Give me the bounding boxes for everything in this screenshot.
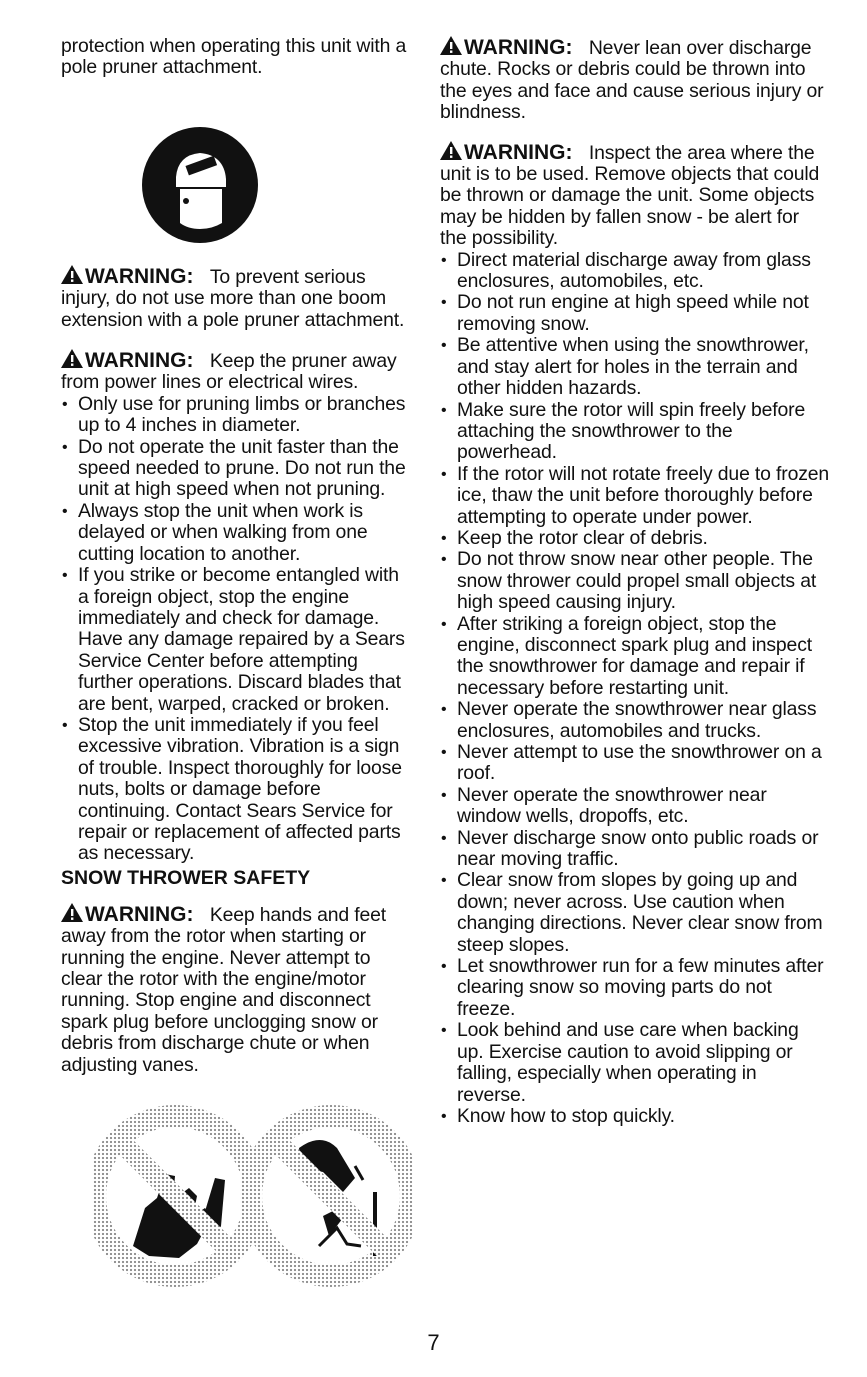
list-item: • Clear snow from slopes by going up and down; never across. Use caution when changing directions. Never clear snow from steep slopes. — [440, 870, 830, 956]
no-hands-feet-in-rotor-icon — [93, 1096, 413, 1296]
list-item: • If the rotor will not rotate freely due to frozen ice, thaw the unit before thoroughly before attempting to operate under power. — [440, 464, 830, 528]
warning-5-text: Inspect the area where the unit is to be used. Remove objects that could be thrown or damage the unit. Some objects may be hidden by fallen snow - be alert for the possibility. — [440, 141, 820, 250]
list-item: • Keep the rotor clear of debris. — [440, 528, 830, 549]
list-item: • If you strike or become entangled with a foreign object, stop the engine immediately and check for damage. Have any damage repaired by a Sears Service Center before attempting further operations. Discard blades that are bent, warped, cracked or broken. — [61, 565, 413, 715]
list-item: • Be attentive when using the snowthrower, and stay alert for holes in the terrain and other hidden hazards. — [440, 335, 830, 399]
warning-3-text: Keep hands and feet away from the rotor when starting or running the engine. Never attempt to clear the rotor with the engine/motor running. Stop engine and disconnect spark plug before unclogging snow or debris from discharge chute or when adjusting vanes. — [61, 903, 386, 1076]
list-item: • Look behind and use care when backing up. Exercise caution to avoid slipping or falling, especially when operating in reverse. — [440, 1020, 830, 1106]
list-item: • After striking a foreign object, stop the engine, disconnect spark plug and inspect the snowthrower for damage and repair if necessary before restarting unit. — [440, 614, 830, 700]
pruner-bullet-list — [61, 394, 413, 865]
warning-4 — [440, 36, 830, 124]
warning-label: WARNING: — [85, 349, 194, 373]
warning-5 — [440, 141, 830, 250]
list-item: • Never operate the snowthrower near window wells, dropoffs, etc. — [440, 785, 830, 828]
list-item: • Do not operate the unit faster than the speed needed to prune. Do not run the unit at high speed when not pruning. — [61, 437, 413, 501]
list-item: • Let snowthrower run for a few minutes after clearing snow so moving parts do not freeze. — [440, 956, 830, 1020]
warning-1-text: To prevent serious injury, do not use more than one boom extension with a pole pruner attachment. — [61, 265, 405, 331]
list-item: • Never attempt to use the snowthrower on a roof. — [440, 742, 830, 785]
list-item: • Do not run engine at high speed while not removing snow. — [440, 292, 830, 335]
list-item: • Make sure the rotor will spin freely before attaching the snowthrower to the powerhead. — [440, 400, 830, 464]
warning-4-text: Never lean over discharge chute. Rocks or debris could be thrown into the eyes and face and cause serious injury or blindness. — [440, 37, 824, 124]
warning-1 — [61, 265, 413, 331]
warning-triangle-icon — [440, 36, 462, 55]
warning-triangle-icon — [61, 903, 83, 922]
warning-label: WARNING: — [85, 902, 194, 926]
list-item: • Direct material discharge away from glass enclosures, automobiles, etc. — [440, 250, 830, 293]
list-item: • Always stop the unit when work is delayed or when walking from one cutting location to another. — [61, 501, 413, 565]
warning-3 — [61, 903, 413, 1076]
warning-triangle-icon — [61, 265, 83, 284]
head-protection-helmet-icon — [140, 125, 260, 245]
left-column — [61, 36, 413, 1296]
warning-triangle-icon — [61, 349, 83, 368]
right-column — [440, 36, 830, 1127]
warning-label: WARNING: — [464, 36, 573, 59]
warning-2 — [61, 349, 413, 394]
list-item: • Do not throw snow near other people. The snow thrower could propel small objects at high speed causing injury. — [440, 549, 830, 613]
intro-text: protection when operating this unit with a pole pruner attachment. — [61, 35, 407, 79]
list-item: • Only use for pruning limbs or branches up to 4 inches in diameter. — [61, 394, 413, 437]
warning-label: WARNING: — [85, 264, 194, 288]
list-item: • Never discharge snow onto public roads or near moving traffic. — [440, 828, 830, 871]
snowthrower-bullet-list — [440, 250, 830, 1128]
warning-triangle-icon — [440, 141, 462, 160]
list-item: • Know how to stop quickly. — [440, 1106, 830, 1127]
warning-2-text: Keep the pruner away from power lines or electrical wires. — [61, 350, 397, 394]
list-item: • Never operate the snowthrower near glass enclosures, automobiles and trucks. — [440, 699, 830, 742]
page-number: 7 — [427, 1330, 440, 1355]
list-item: • Stop the unit immediately if you feel excessive vibration. Vibration is a sign of trouble. Inspect thoroughly for loose nuts, bolts or damage before continuing. Contact Sears Service for repair or replacement of affected parts as necessary. — [61, 715, 413, 865]
warning-label: WARNING: — [464, 140, 573, 164]
section-title: SNOW THROWER SAFETY — [61, 866, 311, 889]
